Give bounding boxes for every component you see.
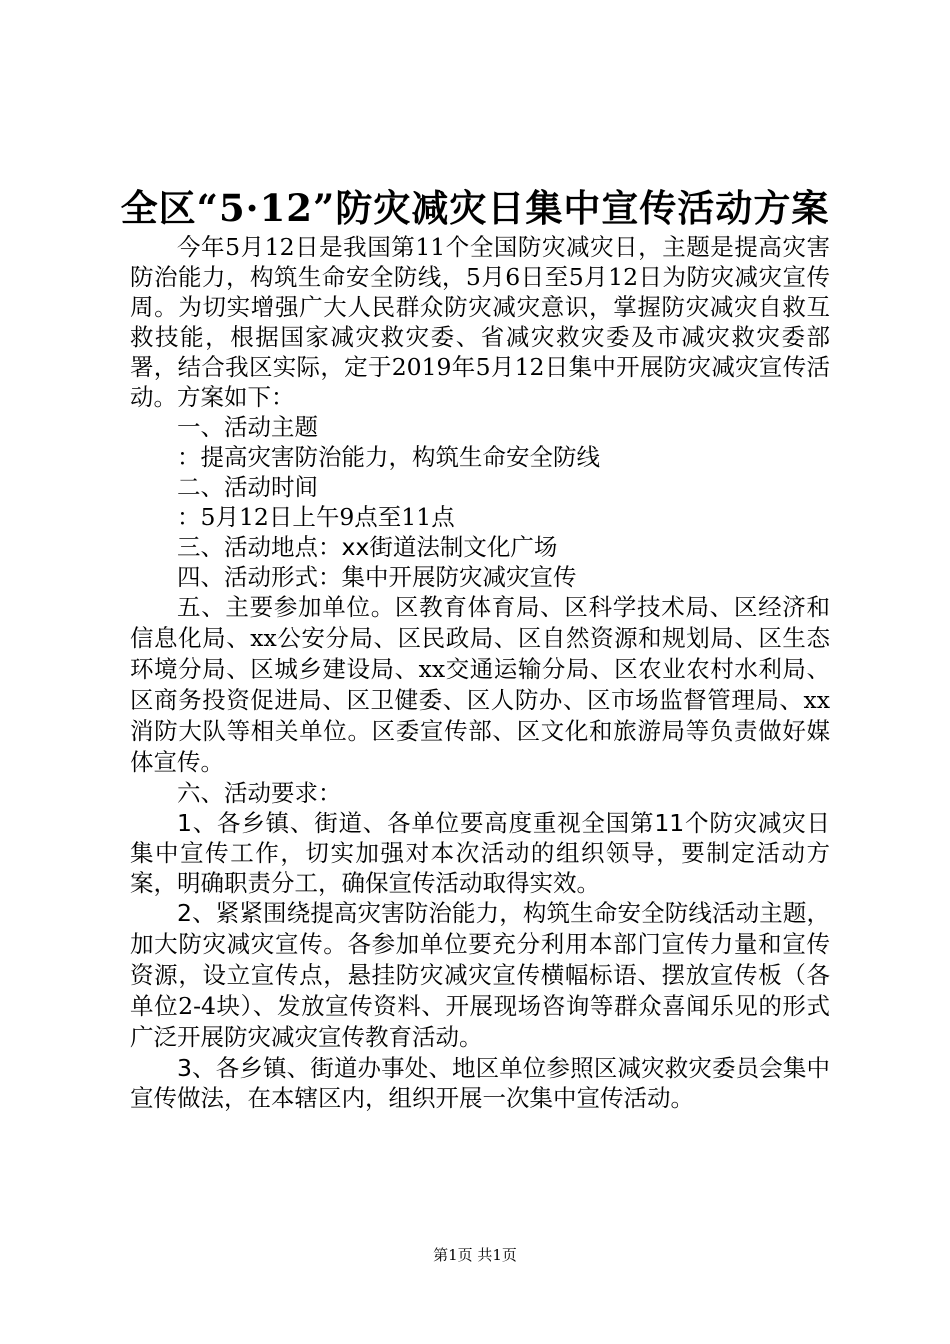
requirement-1: 1、各乡镇、街道、各单位要高度重视全国第11个防灾减灾日集中宣传工作，切实加强对本次活动的组织领导，要制定活动方案，明确职责分工，确保宣传活动取得实效。 <box>130 809 830 897</box>
page-footer: 第1页 共1页 <box>433 1246 517 1264</box>
section-6-heading: 六、活动要求： <box>177 779 342 807</box>
document-body <box>130 232 830 1113</box>
section-3-location: 三、活动地点：xx街道法制文化广场 <box>177 533 558 561</box>
requirement-2-detail: 各参加单位要充分利用本部门宣传力量和宣传资源，设立宣传点，悬挂防灾减灾宣传横幅标语、摆放宣传板（各单位2-4块）、发放宣传资料、开展现场咨询等群众喜闻乐见的形式广泛开展防灾减灾宣传教育活动。 <box>130 930 831 1051</box>
requirement-3: 3、各乡镇、街道办事处、地区单位参照区减灾救灾委员会集中宣传做法，在本辖区内，组织开展一次集中宣传活动。 <box>130 1054 830 1112</box>
section-5-units: 区教育体育局、区科学技术局、区经济和信息化局、xx公安分局、区民政局、区自然资源和规划局、区生态环境分局、区城乡建设局、xx交通运输分局、区农业农村水利局、区商务投资促进局、区卫健委、区人防办、区市场监督管理局、xx消防大队等相关单位。区委宣传部、区文化和旅游局等负责做好媒体宣传。 <box>130 593 831 776</box>
section-5-heading: 五、主要参加单位。 <box>177 593 395 621</box>
section-4-format: 四、活动形式：集中开展防灾减灾宣传 <box>177 563 577 591</box>
requirement-2-lead: 2、紧紧围绕提高灾害防治能力，构筑生命安全防线活动主题，加大防灾减灾宣传。 <box>130 899 830 958</box>
section-2-heading: 二、活动时间 <box>177 473 318 501</box>
section-2-content: ：5月12日上午9点至11点 <box>177 503 455 531</box>
intro-paragraph: 今年5月12日是我国第11个全国防灾减灾日，主题是提高灾害防治能力，构筑生命安全防线，5月6日至5月12日为防灾减灾宣传周。为切实增强广大人民群众防灾减灾意识，掌握防灾减灾自救互救技能，根据国家减灾救灾委、省减灾救灾委及市减灾救灾委部署，结合我区实际，定于2019年5月12日集中开展防灾减灾宣传活动。方案如下： <box>130 233 830 411</box>
section-5-paragraph <box>130 592 830 778</box>
requirement-2 <box>130 898 830 1053</box>
document-title: 全区“5·12”防灾减灾日集中宣传活动方案 <box>120 186 830 230</box>
section-1-heading: 一、活动主题 <box>177 413 318 441</box>
section-1-content: ：提高灾害防治能力，构筑生命安全防线 <box>177 443 600 471</box>
